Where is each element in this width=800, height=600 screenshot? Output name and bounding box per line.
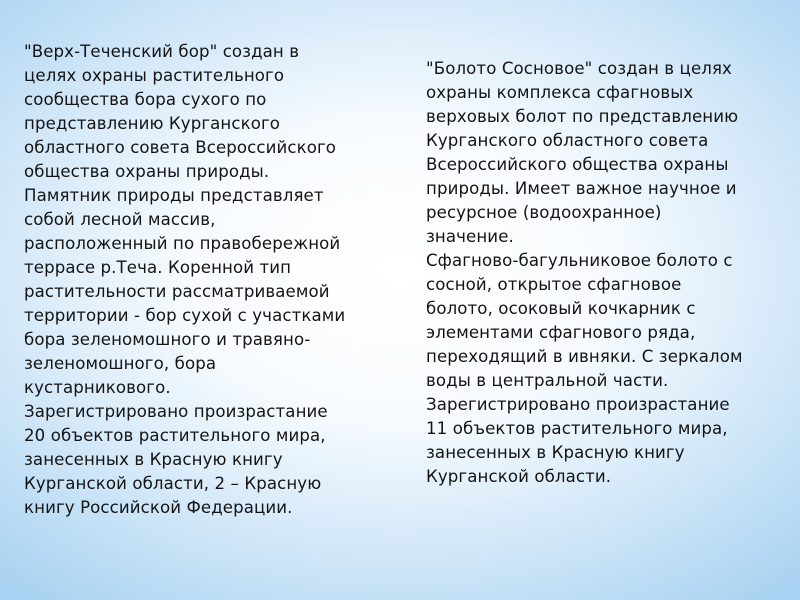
text-line: "Болото Сосновое" создан в целях: [426, 59, 732, 78]
text-line: Сфагново-багульниковое болото с: [426, 251, 733, 270]
text-line: зеленомошного, бора: [24, 354, 217, 373]
text-line: 20 объектов растительного мира,: [24, 426, 326, 445]
text-line: областного совета Всероссийского: [24, 138, 337, 157]
text-line: кустарникового.: [24, 378, 171, 397]
text-line: занесенных в Красную книгу: [24, 450, 283, 469]
text-line: Курганской области.: [426, 467, 612, 486]
text-line: территории - бор сухой с участками: [24, 306, 346, 325]
text-line: элементами сфагнового ряда,: [426, 323, 696, 342]
text-line: общества охраны природы.: [24, 162, 270, 181]
text-line: болото, осоковый кочкарник с: [426, 299, 696, 318]
text-line: бора зеленомошного и травяно-: [24, 330, 311, 349]
text-line: переходящий в ивняки. С зеркалом: [426, 347, 743, 366]
text-line: Памятник природы представляет: [24, 186, 324, 205]
text-block-verkh-techensky-bor: [24, 40, 345, 520]
text-line: террасе р.Теча. Коренной тип: [24, 258, 292, 277]
text-line: природы. Имеет важное научное и: [426, 179, 737, 198]
text-block-boloto-sosnovoe: [426, 57, 743, 489]
text-line: занесенных в Красную книгу: [426, 443, 685, 462]
text-line: верховых болот по представлению: [426, 107, 739, 126]
text-line: целях охраны растительного: [24, 66, 285, 85]
text-line: Зарегистрировано произрастание: [24, 402, 328, 421]
text-line: представлению Курганского: [24, 114, 281, 133]
text-line: растительности рассматриваемой: [24, 282, 330, 301]
text-line: воды в центральной части.: [426, 371, 669, 390]
text-line: значение.: [426, 227, 514, 246]
text-line: собой лесной массив,: [24, 210, 216, 229]
text-line: сообщества бора сухого по: [24, 90, 267, 109]
text-line: книгу Российской Федерации.: [24, 498, 293, 517]
text-line: сосной, открытое сфагновое: [426, 275, 682, 294]
text-line: расположенный по правобережной: [24, 234, 341, 253]
text-line: Курганской области, 2 – Красную: [24, 474, 322, 493]
text-line: Зарегистрировано произрастание: [426, 395, 730, 414]
text-line: "Верх-Теченский бор" создан в: [24, 42, 300, 61]
text-line: ресурсное (водоохранное): [426, 203, 662, 222]
text-line: охраны комплекса сфагновых: [426, 83, 694, 102]
text-line: 11 объектов растительного мира,: [426, 419, 728, 438]
text-line: Курганского областного совета: [426, 131, 709, 150]
text-line: Всероссийского общества охраны: [426, 155, 729, 174]
